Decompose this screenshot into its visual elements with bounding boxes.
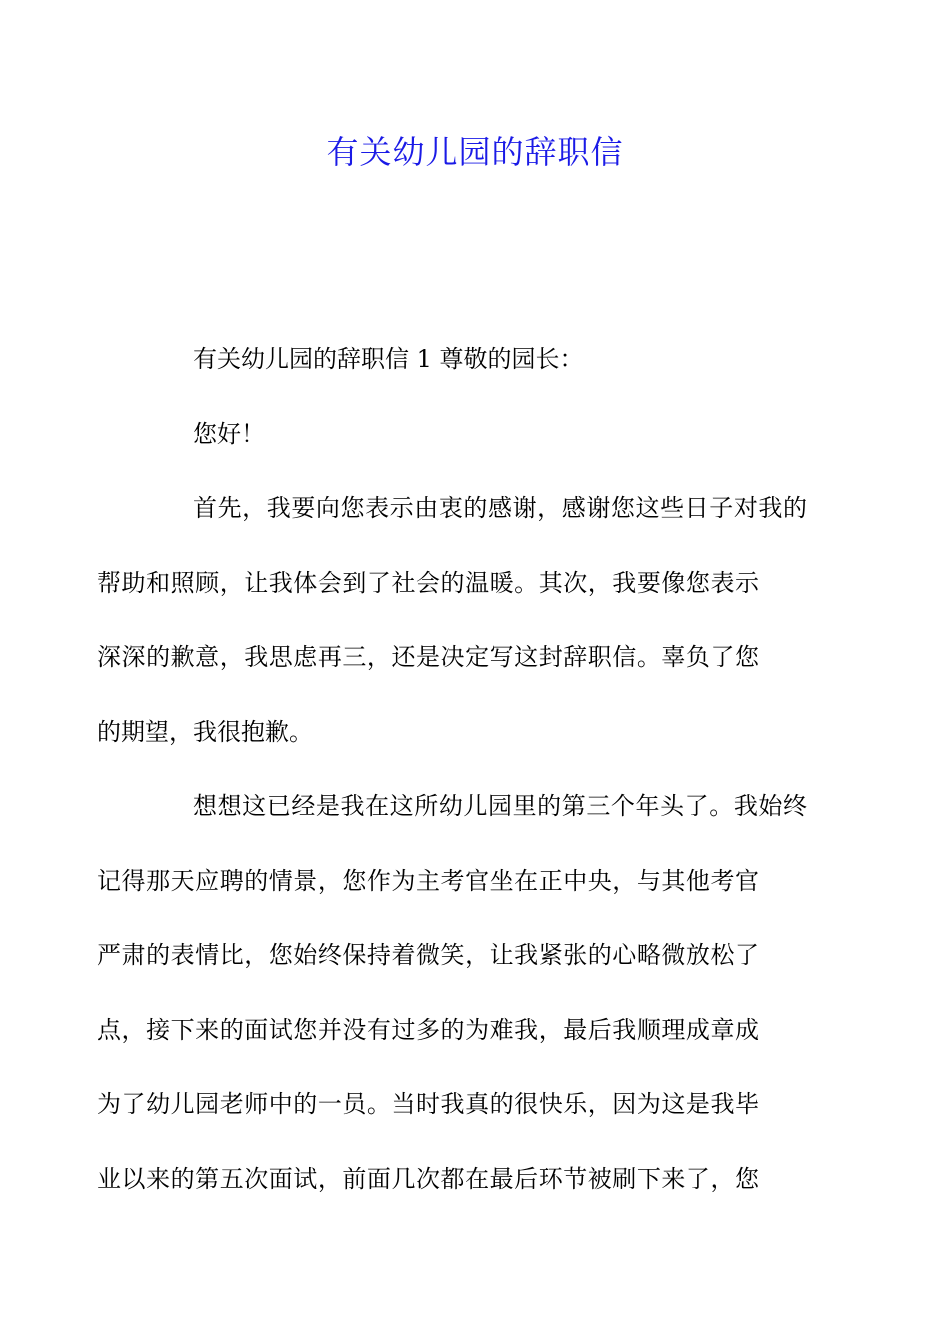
document-title: 有关幼儿园的辞职信 — [326, 133, 624, 171]
text-line: 点，接下来的面试您并没有过多的为难我，最后我顺理成章成 — [97, 1015, 759, 1044]
text-line: 记得那天应聘的情景，您作为主考官坐在正中央，与其他考官 — [97, 866, 759, 895]
document-body — [97, 322, 807, 1216]
paragraph-salutation — [145, 322, 807, 397]
text-line: 的期望，我很抱歉。 — [97, 717, 313, 746]
text-line: 深深的歉意，我思虑再三，还是决定写这封辞职信。辜负了您 — [97, 643, 759, 671]
paragraph-greeting — [145, 397, 807, 472]
text-line: 严肃的表情比，您始终保持着微笑，让我紧张的心略微放松了 — [97, 941, 759, 969]
text-line: 帮助和照顾，让我体会到了社会的温暖。其次，我要像您表示 — [97, 568, 759, 597]
text-line: 有关幼儿园的辞职信 1 尊敬的园长： — [193, 345, 584, 373]
text-line: 想想这已经是我在这所幼儿园里的第三个年头了。我始终 — [193, 792, 807, 820]
text-line: 您好！ — [193, 419, 265, 448]
text-line: 为了幼儿园老师中的一员。当时我真的很快乐，因为这是我毕 — [97, 1090, 759, 1118]
paragraph-thanks — [97, 471, 807, 769]
text-line: 业以来的第五次面试，前面几次都在最后环节被刷下来了，您 — [97, 1164, 759, 1193]
paragraph-memory — [97, 769, 807, 1216]
text-line: 首先，我要向您表示由衷的感谢，感谢您这些日子对我的 — [193, 494, 807, 522]
